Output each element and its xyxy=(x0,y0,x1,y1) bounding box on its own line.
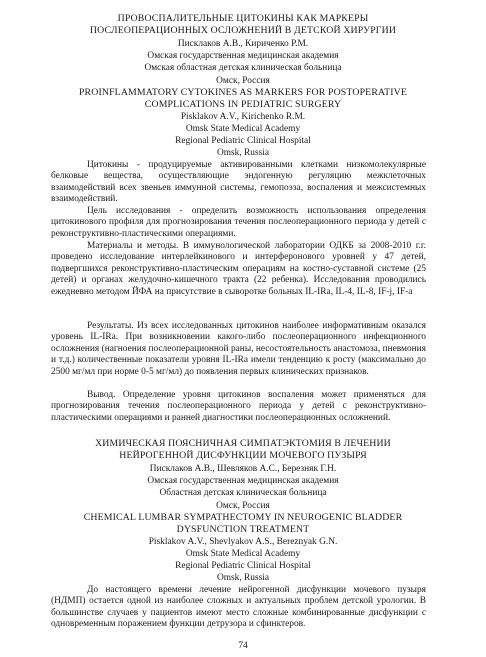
article2-title-en-line1: CHEMICAL LUMBAR SYMPATHECTOMY IN NEUROGENIC BLADDER xyxy=(83,512,403,523)
article1-paragraph-results: Результаты. Из всех исследованных цитокинов наиболее информативным оказался уровень IL-IRa. При возникновении какого-либо послеоперационного инфекционного осложнения (нагноения послеоперационной раны, несостоятельность анастомоза, пневмония и т.д.) количественные показатели уровня IL-IRa имели тенденцию к росту (максимально до 2500 мг/мл при норме 0-5 мг/мл) до появления первых клинических признаков. xyxy=(51,321,426,377)
article1-authors-en: Pisklakov A.V., Kirichenko R.M. xyxy=(180,112,306,122)
article1-paragraph-methods: Материалы и методы. В иммунологической лаборатории ОДКБ за 2008-2010 г.г. проведено исследование интерлейкинового и интерферонового уровней у 47 детей, подвергшихся реконструктивно-пластическим операциям на костно-суставной системе (25 детей) и органах желудочно-кишечного тракта (22 ребенка). Исследования проводились ежедневно методом ЙФА на присутствие в сыворотке больных IL-IRa, IL-4, IL-8, IF-j, IF-a xyxy=(51,241,426,297)
article1-city-ru: Омск, Россия xyxy=(216,76,270,86)
article2-city-ru: Омск, Россия xyxy=(216,501,270,511)
article2-title-en-line2: DYSFUNCTION TREATMENT xyxy=(176,524,310,535)
article2-paragraph-intro: До настоящего времени лечение нейрогенной дисфункции мочевого пузыря (НДМП) остается одной из наиболее сложных и актуальных проблем детской урологии. В большинстве случаев у пациентов имеют место сложные комбинированные дисфункции с одновременным поражением функции детрузора и сфинктеров. xyxy=(51,585,426,630)
article1-paragraph-aim: Цель исследования - определить возможность использования определения цитокинового профиля для прогнозирования течения послеоперационного периода у детей с реконструктивно-пластическими операциями. xyxy=(51,206,426,239)
article2-affiliation2-ru: Областная детская клиническая больница xyxy=(159,488,327,498)
article2-affiliation1-ru: Омская государственная медицинская академия xyxy=(147,476,339,486)
article1-affiliation2-en: Regional Pediatric Clinical Hospital xyxy=(175,136,311,146)
article1-authors-ru: Писклаков А.В., Кириченко Р.М. xyxy=(177,39,309,49)
article2-title-ru-line2: НЕЙРОГЕННОЙ ДИСФУНКЦИИ МОЧЕВОГО ПУЗЫРЯ xyxy=(119,450,367,461)
page-number: 74 xyxy=(238,641,248,651)
article1-affiliation2-ru: Омская областная детская клиническая больница xyxy=(144,63,342,73)
article2-authors-en: Pisklakov A.V., Shevlyakov A.S., Bereznyak G.N. xyxy=(148,537,338,547)
article2-affiliation2-en: Regional Pediatric Clinical Hospital xyxy=(175,561,311,571)
article2-title-ru-line1: ХИМИЧЕСКАЯ ПОЯСНИЧНАЯ СИМПАТЭКТОМИЯ В ЛЕЧЕНИИ xyxy=(95,438,391,449)
article1-paragraph-conclusion: Вывод. Определение уровня цитокинов воспаления может применяться для прогнозирования течения послеоперационного периода у детей с реконструктивно-пластическими операциями и ранней диагностики послеоперационных осложнений. xyxy=(51,390,426,423)
article1-paragraph-intro: Цитокины - продуцируемые активированными клетками низкомолекулярные белковые вещества, осуществляющие эндогенную регуляцию межклеточных взаимодействий всех звеньев иммунной системы, гемопоэза, воспаления и межсистемных взаимодействий. xyxy=(51,160,426,205)
article2-affiliation1-en: Omsk State Medical Academy xyxy=(185,549,301,559)
article1-affiliation1-ru: Омская государственная медицинская академия xyxy=(147,51,339,61)
article1-affiliation1-en: Omsk State Medical Academy xyxy=(185,124,301,134)
article1-title-en-line2: COMPLICATIONS IN PEDIATRIC SURGERY xyxy=(144,99,342,110)
article1-title-ru-line2: ПОСЛЕОПЕРАЦИОННЫХ ОСЛОЖНЕНИЙ В ДЕТСКОЙ ХИРУРГИИ xyxy=(89,25,397,36)
article1-title-en-line1: PROINFLAMMATORY CYTOKINES AS MARKERS FOR POSTOPERATIVE xyxy=(78,87,408,98)
article1-city-en: Omsk, Russia xyxy=(216,148,270,158)
article1-title-ru-line1: ПРОВОСПАЛИТЕЛЬНЫЕ ЦИТОКИНЫ КАК МАРКЕРЫ xyxy=(117,13,369,24)
article2-city-en: Omsk, Russia xyxy=(216,573,270,583)
article2-authors-ru: Писклаков А.В., Шевляков А.С., Березняк Г.Н. xyxy=(149,464,337,474)
